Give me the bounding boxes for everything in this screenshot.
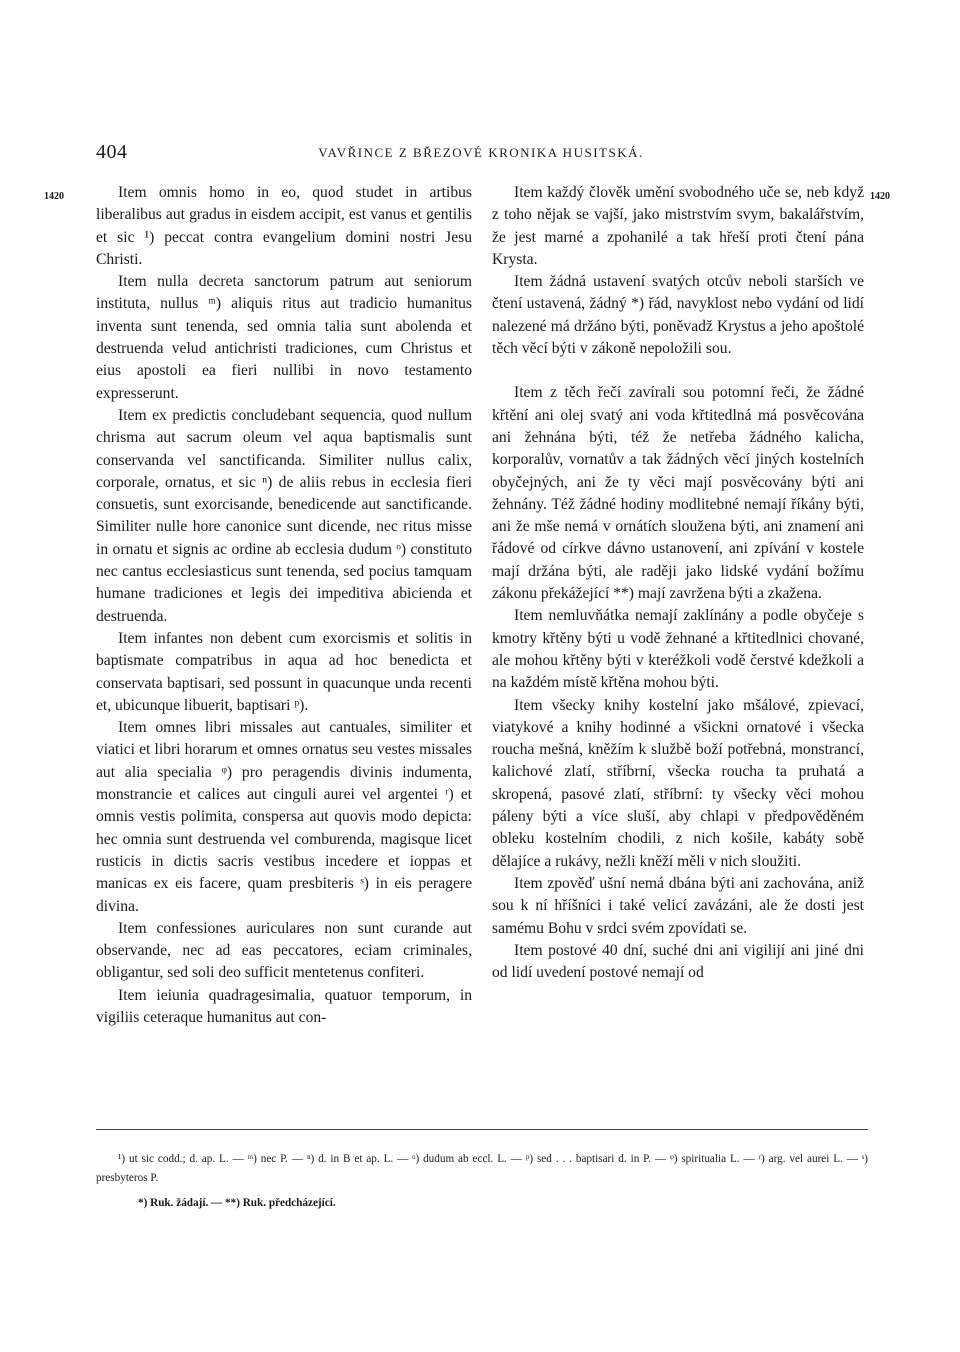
czech-paragraph: Item postové 40 dní, suché dni ani vigilijí ani jiné dni od lidí uvedení postové nemají od — [492, 941, 864, 982]
czech-paragraph: Item zpověď ušní nemá dbána býti ani zachována, aniž sou k ní hříšníci i také velicí zavázáni, ale že dosti jest samému Bohu v srdci svém zpovídati se. — [492, 874, 864, 937]
margin-year-right: 1420 — [870, 191, 890, 202]
page-number: 404 — [96, 141, 128, 163]
latin-paragraph: Item infantes non debent cum exorcismis et solitis in baptismate compatribus in aqua ad hoc benedicta et conservata baptisari, sed possunt in quacunque unda recenti et, ubicunque libuerit, baptisari ᵖ). — [96, 629, 472, 714]
czech-column — [492, 182, 864, 984]
latin-paragraph: Item ieiunia quadragesimalia, quatuor temporum, in vigiliis ceteraque humanitus aut con- — [96, 986, 472, 1026]
czech-paragraph: Item nemluvňátka nemají zaklínány a podle obyčeje s kmotry křtěny býti u vodě žehnané a křtitedlnici chované, ale mohou křtěny býti v kteréžkoli vodě čerstvé kdežkoli a na každém místě křtěna mohou býti. — [492, 607, 864, 692]
latin-column — [96, 182, 472, 1029]
latin-paragraph: Item confessiones auriculares non sunt curande aut observande, nec ad eas peccatores, eciam criminales, obligantur, sed soli deo sufficit mentetenus confiteri. — [96, 919, 472, 982]
running-title: VAVŘINCE Z BŘEZOVÉ KRONIKA HUSITSKÁ. — [318, 145, 644, 160]
czech-paragraph: Item každý člověk umění svobodného uče se, neb když z toho nějak se vajší, jako mistrstvím svym, bakalářstvím, že jest marné a zpohanilé a tak hřeší proti čtení pána Krysta. — [492, 184, 864, 268]
footnote-czech: *) Ruk. žádají. — **) Ruk. předcházející. — [138, 1197, 336, 1209]
latin-paragraph: Item omnis homo in eo, quod studet in artibus liberalibus aut gradus in eisdem accipit, est vanus et gentilis et sic ¹) peccat contra evangelium domini nostri Jesu Christi. — [96, 184, 472, 268]
footnote-divider — [96, 1129, 868, 1130]
margin-year-left: 1420 — [44, 191, 64, 202]
czech-paragraph: Item všecky knihy kostelní jako mšálové, zpievací, viatykové a knihy hodinné a všickni ornatové i všecka roucha mešná, kněžím k službě boží potřebná, monstrancí, kalichové zlatí, stříbrní, všecka roucha ta pruhatá a skropená, pasové zlatí, stříbrní: ty všecky věci mohou páleny býti a více sluší, aby chlapi v předpověděném obleku kostelním chodili, z nich košile, kabáty sobě dělajíce a rukávy, nežli kněží měli v nich sloužiti. — [492, 696, 864, 870]
page-header — [96, 141, 866, 169]
czech-paragraph: Item z těch řečí zavírali sou potomní řeči, že žádné křtění ani olej svatý ani voda křtitedlná má posvěcována ani žehnána býti, též že netřeba žádného kalicha, korporalův, vornatův a tak žádných věcí jiných kostelních obyčejných, ani že ty věci mají posvěcovány býti ani žehnány. Též žádné hodiny modlitebné nemají říkány býti, ani že mše nemá v ornátích sloužena býti, ani znamení ani řádové od církve dávno ustanovení, ani zpívání v kostele mají držána býti, ale raději jako lidské vydání božímu zákonu překážející **) mají zavržena býti a zkažena. — [492, 384, 864, 603]
latin-paragraph: Item omnes libri missales aut cantuales, similiter et viatici et libri horarum et omnes ornatus seu vestes missales aut alia specialia ᵠ) pro peragendis divinis indumenta, monstrancie et calices aut cinguli aurei vel argentei ʳ) et omnis vestis polimita, conspersa aut quovis modo depicta: hec omnia sunt destruenda vel comburenda, magisque licet rusticis in dictis sacris vestibus incedere et ioppas et manicas ex eis facere, quam presbiteris ˢ) in eis peragere divina. — [96, 719, 472, 915]
footnotes — [96, 1150, 868, 1213]
czech-paragraph: Item žádná ustavení svatých otcův neboli starších ve čtení ustavená, žádný *) řád, navyklost nebo vydání od lidí nalezené má držáno býti, poněvadž Krystus a jeho apoštolé těch věcí býti v zákoně nepoložili sou. — [492, 273, 864, 358]
footnote-latin: ¹) ut sic codd.; d. ap. L. — ᵐ) nec P. — ⁿ) d. in B et ap. L. — ᵒ) dudum ab eccl. L. — ᵖ) sed . . . baptisari d. in P. — ᵠ) spiritualia L. — ʳ) arg. vel aurei L. — ˢ) presbyteros P. — [96, 1153, 868, 1184]
latin-paragraph: Item ex predictis concludebant sequencia, quod nullum chrisma aut sacrum oleum vel aqua baptismalis sunt conservanda vel sanctificanda. Similiter nullus calix, corporale, ornatus, et sic ⁿ) de aliis rebus in ecclesia fieri consuetis, sunt exorcisande, benedicende aut sanctificande. Similiter nulle hore canonice sunt dicende, nec ritus misse in ornatu et signis ac ordine ab ecclesia dudum ᵒ) constituto nec cantus ecclesiasticus sunt tenenda, sed pocius tamquam humane tradiciones et legis dei impeditiva abicienda et destruenda. — [96, 406, 472, 625]
latin-paragraph: Item nulla decreta sanctorum patrum aut seniorum instituta, nullus ᵐ) aliquis ritus aut tradicio humanitus inventa sunt tenenda, sed omnia talia sunt abolenda et destruenda velud antichristi tradiciones, cum Christus et eius apostoli ea fieri nullibi in novo testamento expresserunt. — [96, 273, 472, 402]
